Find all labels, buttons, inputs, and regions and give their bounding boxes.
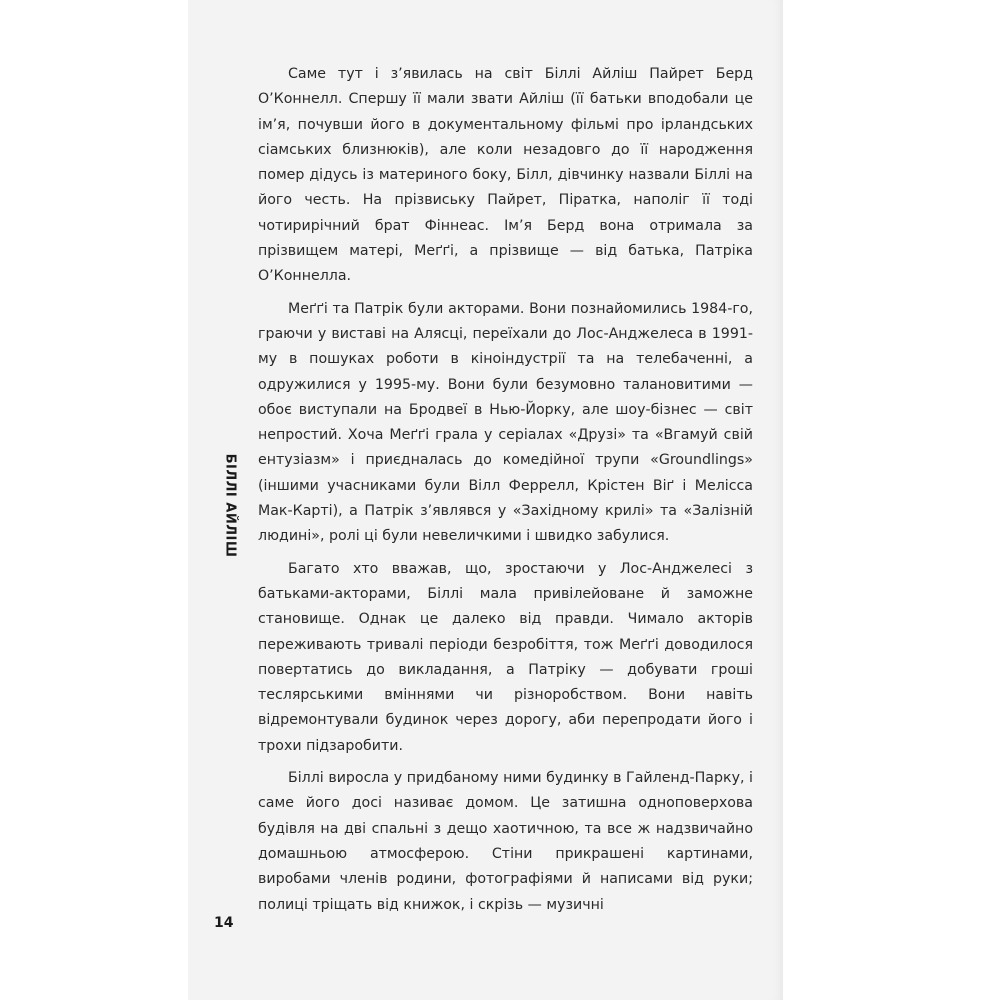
paragraph: Багато хто вважав, що, зростаючи у Лос-Анджелесі з батьками-акторами, Біллі мала привілейоване й заможне становище. Однак це далеко від правди. Чимало акторів переживають тривалі періоди безробіття, тож Меґґі доводилося повертатись до викладання, а Патріку — добувати гроші теслярськими вміннями чи різноробством. Вони навіть відремонтували будинок через дорогу, аби перепродати його і трохи підзаробити. [258,560,753,754]
running-head [216,440,244,570]
paragraph: Меґґі та Патрік були акторами. Вони познайомились 1984-го, граючи у виставі на Алясці, переїхали до Лос-Анджелеса в 1991-му в пошуках роботи в кіноіндустрії та на телебаченні, а одружилися у 1995-му. Вони були безумовно талановитими — обоє виступали на Бродвеї в Нью-Йорку, але шоу-бізнес — світ непростий. Хоча Меґґі грала у серіалах «Друзі» та «Вгамуй свій ентузіазм» і приєдналась до комедійної трупи «Groundlings» (іншими учасниками були Вілл Феррелл, Крістен Віґ і Мелісса Мак-Карті), а Патрік з’являвся у «Західному крилі» та «Залізній людині», ролі ці були невеличкими і швидко забулися. [258,300,753,545]
page-number: 14 [214,915,234,931]
running-head-text: БІЛЛІ АЙЛІШ [222,453,238,557]
body-text [258,62,753,925]
paragraph: Біллі виросла у придбаному ними будинку в Гайленд-Парку, і саме його досі називає домом. Це затишна одноповерхова будівля на дві спальні з дещо хаотичною, та все ж надзвичайно домашньою атмосферою. Стіни прикрашені картинами, виробами членів родини, фотографіями й написами від руки; полиці тріщать від книжок, і скрізь — музичні [258,770,753,913]
paragraph: Саме тут і з’явилась на світ Біллі Айліш Пайрет Берд О’Коннелл. Спершу її мали звати Айліш (її батьки вподобали це ім’я, почувши його в документальному фільмі про ірландських сіамських близнюків), але коли незадовго до її народження помер дідусь із материного боку, Білл, дівчинку назвали Біллі на його честь. На прізвиську Пайрет, Піратка, наполіг її тоді чотирирічний брат Фіннеас. Ім’я Берд вона отримала за прізвищем матері, Меґґі, а прізвище — від батька, Патріка О’Коннелла. [258,66,753,285]
